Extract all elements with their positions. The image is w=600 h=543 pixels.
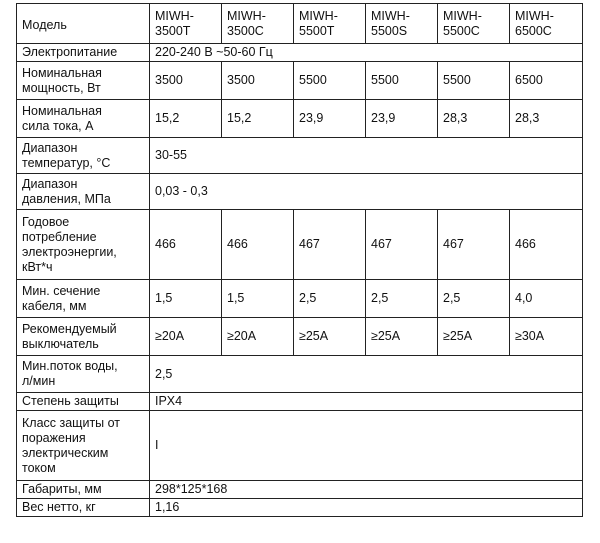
row-value: 467: [438, 210, 510, 280]
row-value: ≥25А: [294, 318, 366, 356]
model-name: MIWH- 5500S: [371, 8, 410, 38]
table-row: [17, 411, 583, 481]
row-value: I: [150, 411, 583, 481]
row-value: 4,0: [510, 280, 583, 318]
row-value: 5500: [294, 62, 366, 100]
table-row: [17, 62, 583, 100]
row-value: 28,3: [438, 100, 510, 138]
row-value: 0,03 - 0,3: [150, 174, 583, 210]
model-name: MIWH- 3500T: [155, 8, 194, 38]
table-row: [17, 210, 583, 280]
model-name: MIWH- 5500C: [443, 8, 482, 38]
row-label: Степень защиты: [17, 393, 150, 411]
row-label: Рекомендуемый выключатель: [17, 318, 150, 356]
table-row: [17, 174, 583, 210]
row-value: 3500: [150, 62, 222, 100]
row-value: 23,9: [294, 100, 366, 138]
row-label: Мин.поток воды, л/мин: [17, 356, 150, 393]
row-value: 3500: [222, 62, 294, 100]
table-row: [17, 356, 583, 393]
row-value: 1,5: [150, 280, 222, 318]
row-value: 5500: [438, 62, 510, 100]
table-row: [17, 100, 583, 138]
row-value: 30-55: [150, 138, 583, 174]
row-value: 23,9: [366, 100, 438, 138]
table-row: [17, 393, 583, 411]
row-label: Диапазон давления, МПа: [17, 174, 150, 210]
row-value: 2,5: [438, 280, 510, 318]
table-row: [17, 481, 583, 499]
row-value: ≥20А: [150, 318, 222, 356]
row-value: 1,16: [150, 499, 583, 517]
row-label: Электропитание: [17, 44, 150, 62]
row-value: 466: [150, 210, 222, 280]
model-name-cell: [294, 4, 366, 44]
row-label: Габариты, мм: [17, 481, 150, 499]
table-row: [17, 318, 583, 356]
row-label: Годовое потребление электроэнергии, кВт*ч: [17, 210, 150, 280]
row-value: 15,2: [150, 100, 222, 138]
row-value: 298*125*168: [150, 481, 583, 499]
row-value: 466: [222, 210, 294, 280]
row-value: ≥20А: [222, 318, 294, 356]
row-value: 28,3: [510, 100, 583, 138]
row-value: 1,5: [222, 280, 294, 318]
table-row: [17, 499, 583, 517]
row-value: ≥30А: [510, 318, 583, 356]
model-name-cell: [222, 4, 294, 44]
row-label: Диапазон температур, °С: [17, 138, 150, 174]
model-name: MIWH- 6500C: [515, 8, 554, 38]
row-label: Номинальная сила тока, А: [17, 100, 150, 138]
row-value: ≥25А: [366, 318, 438, 356]
row-value: 2,5: [294, 280, 366, 318]
table-row: [17, 44, 583, 62]
row-label: Класс защиты от поражения электрическим током: [17, 411, 150, 481]
header-row: [17, 4, 583, 44]
row-value: 15,2: [222, 100, 294, 138]
model-name-cell: [438, 4, 510, 44]
model-name: MIWH- 3500C: [227, 8, 266, 38]
row-value: 466: [510, 210, 583, 280]
row-value: 6500: [510, 62, 583, 100]
row-value: 467: [366, 210, 438, 280]
row-label: Мин. сечение кабеля, мм: [17, 280, 150, 318]
model-name: MIWH- 5500T: [299, 8, 338, 38]
row-value: 220-240 В ~50-60 Гц: [150, 44, 583, 62]
row-label: Номинальная мощность, Вт: [17, 62, 150, 100]
row-value: IPX4: [150, 393, 583, 411]
row-label: Вес нетто, кг: [17, 499, 150, 517]
model-header-label: Модель: [17, 4, 150, 44]
table-row: [17, 280, 583, 318]
row-value: 5500: [366, 62, 438, 100]
row-value: ≥25А: [438, 318, 510, 356]
table-row: [17, 138, 583, 174]
model-name-cell: [366, 4, 438, 44]
model-name-cell: [150, 4, 222, 44]
row-value: 2,5: [150, 356, 583, 393]
row-value: 2,5: [366, 280, 438, 318]
specifications-table: [16, 3, 583, 517]
row-value: 467: [294, 210, 366, 280]
model-name-cell: [510, 4, 583, 44]
